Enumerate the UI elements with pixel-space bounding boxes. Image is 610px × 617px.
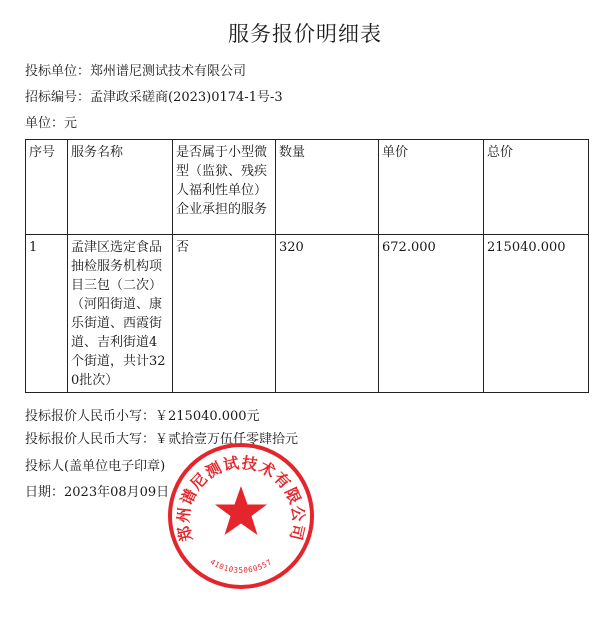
cell-service-name: 孟津区选定食品抽检服务机构项目三包（二次）（河阳街道、康乐街道、西霞街道、吉利街道4个街道，共计320批次） xyxy=(68,235,173,393)
price-lowercase-line: 投标报价人民币小写：￥215040.000元 xyxy=(25,409,260,424)
cell-total: 215040.000 xyxy=(484,235,589,393)
header-quantity: 数量 xyxy=(276,140,379,235)
quote-table xyxy=(25,139,589,393)
date-line: 日期：2023年08月09日 xyxy=(25,485,170,500)
table-header-row xyxy=(26,140,589,235)
cell-no: 1 xyxy=(26,235,68,393)
header-service-name: 服务名称 xyxy=(68,140,173,235)
table-row xyxy=(26,235,589,393)
header-small-micro: 是否属于小型微型（监狱、残疾人福利性单位）企业承担的服务 xyxy=(173,140,276,235)
cell-unit-price: 672.000 xyxy=(379,235,484,393)
signer-line: 投标人(盖单位电子印章) xyxy=(25,459,166,474)
seal-star-icon xyxy=(215,486,267,535)
price-uppercase-line: 投标报价人民币大写：￥贰拾壹万伍仟零肆拾元 xyxy=(25,432,299,447)
bidder-line: 投标单位：郑州谱尼测试技术有限公司 xyxy=(25,64,247,79)
tender-number-line: 招标编号：孟津政采磋商(2023)0174-1号-3 xyxy=(25,90,283,105)
seal-company-text: 郑州谱尼测试技术有限公司 xyxy=(173,452,309,544)
company-seal-stamp xyxy=(166,441,316,591)
cell-quantity: 320 xyxy=(276,235,379,393)
header-total: 总价 xyxy=(484,140,589,235)
header-unit-price: 单价 xyxy=(379,140,484,235)
unit-line: 单位：元 xyxy=(25,116,78,131)
page-title: 服务报价明细表 xyxy=(228,22,382,46)
cell-small-micro: 否 xyxy=(173,235,276,393)
header-no: 序号 xyxy=(26,140,68,235)
seal-code-text: 4101035060557 xyxy=(208,557,274,575)
